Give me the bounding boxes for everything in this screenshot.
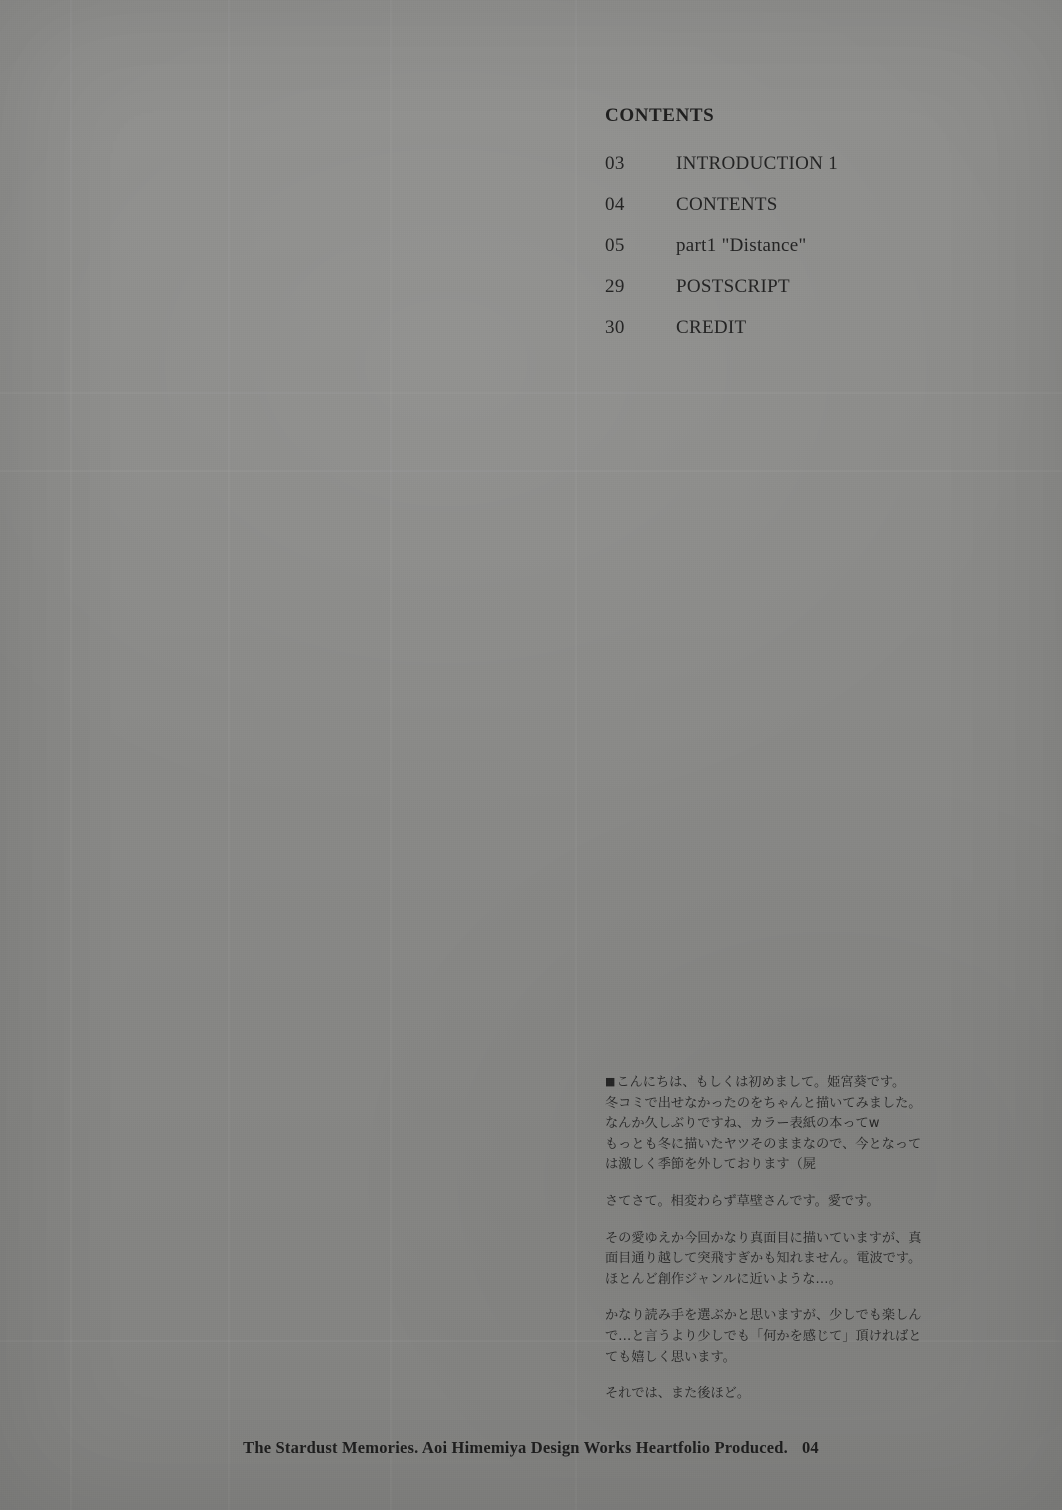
contents-section [605, 105, 1005, 358]
paper-fold-seam [0, 392, 1062, 394]
toc-entry-title: CONTENTS [676, 194, 778, 215]
toc-entry-title: part1 "Distance" [676, 235, 807, 256]
toc-entry-page: 03 [605, 153, 625, 174]
toc-entry [605, 153, 1005, 175]
note-paragraph [605, 1073, 975, 1176]
toc-entry [605, 317, 1005, 339]
note-paragraph: それでは、また後ほど。 [605, 1386, 751, 1402]
paper-fold-seam [390, 0, 392, 1510]
page-footer [0, 1438, 1062, 1458]
note-paragraph: さてさて。相変わらず草壁さんです。愛です。 [605, 1193, 880, 1209]
toc-entry-title: INTRODUCTION 1 [676, 153, 838, 174]
paper-fold-seam [228, 0, 230, 1510]
note-paragraph-text: こんにちは、もしくは初めまして。姫宮葵です。 冬コミで出せなかったのをちゃんと描いてみました。 なんか久しぶりですね、カラー表紙の本ってw もっとも冬に描いたヤツそのままなので、今となって は激しく季節を外しております（屍 [605, 1075, 922, 1173]
toc-entry-page: 29 [605, 276, 625, 297]
toc-entry-page: 04 [605, 194, 625, 215]
toc-entry [605, 276, 1005, 298]
toc-entry [605, 235, 1005, 257]
paper-fold-seam [70, 0, 72, 1510]
toc-entry-page: 30 [605, 317, 625, 338]
paper-fold-seam [0, 470, 1062, 472]
square-bullet-icon: ■ [605, 1075, 616, 1088]
toc-entry-page: 05 [605, 235, 625, 256]
contents-heading: CONTENTS [605, 105, 715, 126]
toc-entry-title: CREDIT [676, 317, 747, 338]
toc-entry-title: POSTSCRIPT [676, 276, 790, 297]
note-paragraph: その愛ゆえか今回かなり真面目に描いていますが、真 面目通り越して突飛すぎかも知れません。電波です。 ほとんど創作ジャンルに近いような…。 [605, 1230, 922, 1287]
toc-entry [605, 194, 1005, 216]
footer-credit: The Stardust Memories. Aoi Himemiya Design Works Heartfolio Produced. [243, 1438, 788, 1457]
author-note-section [605, 1073, 975, 1405]
page-number: 04 [801, 1438, 819, 1457]
paper-fold-seam [575, 0, 577, 1510]
note-paragraph: かなり読み手を選ぶかと思いますが、少しでも楽しん で…と言うより少しでも「何かを感じて」頂ければと ても嬉しく思います。 [605, 1308, 922, 1365]
